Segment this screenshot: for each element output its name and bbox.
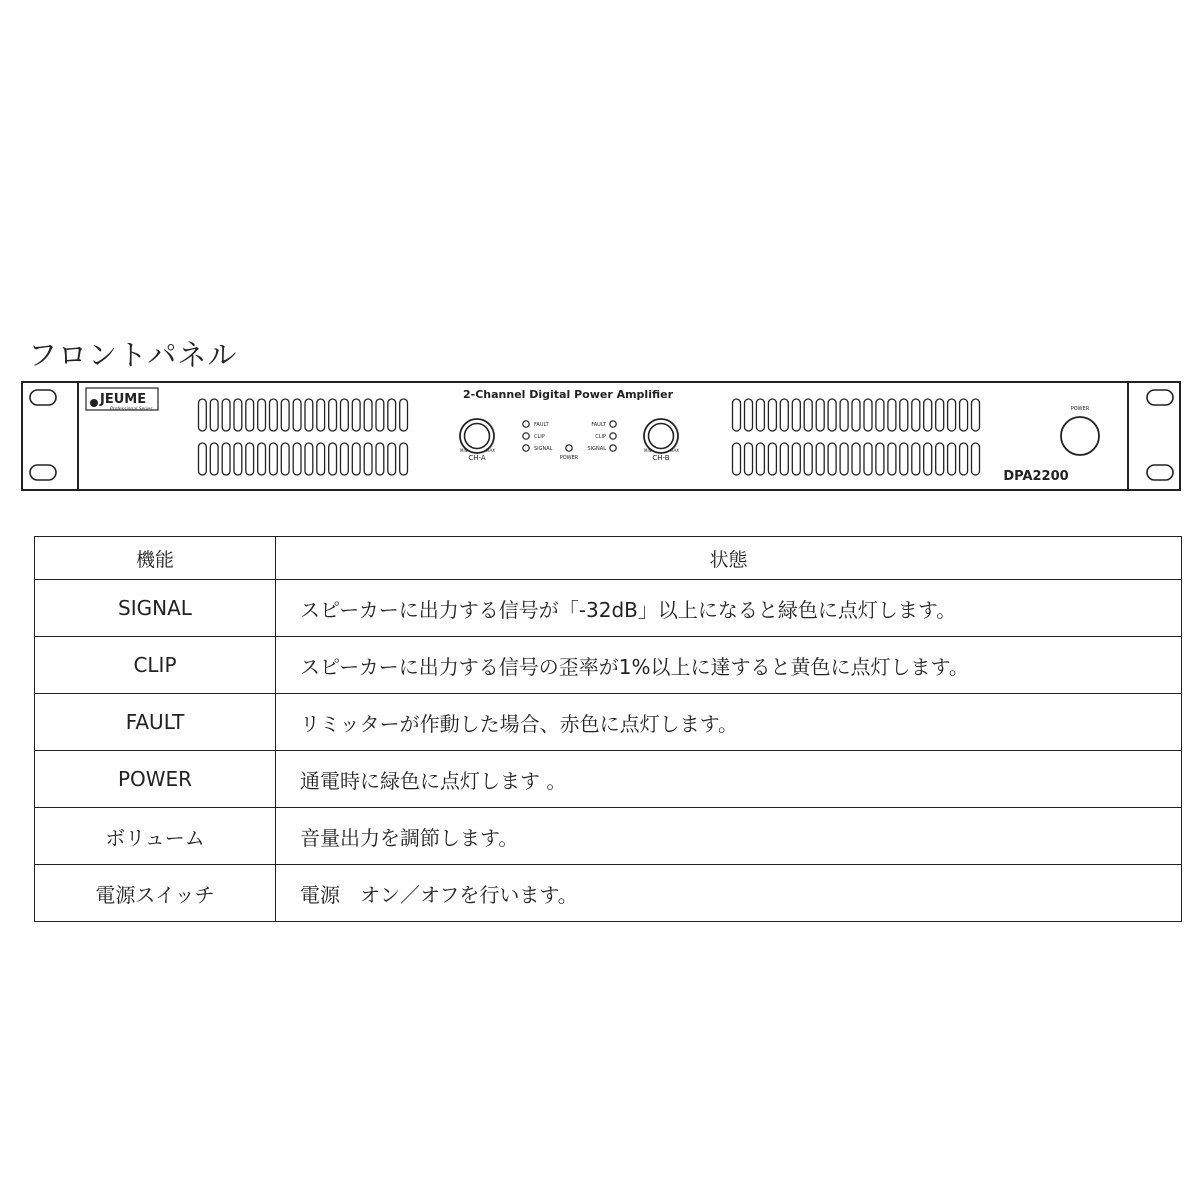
vent-slot [352,399,360,431]
center-power-label: POWER [559,455,579,461]
brand-subtitle: Professional Series [110,407,153,412]
header-function: 機能 [35,537,276,580]
vent-slot [329,443,337,475]
vent-slot [745,443,753,475]
vent-slot [852,443,860,475]
vent-slot [960,399,968,431]
header-state: 状態 [276,537,1182,580]
vent-slot [376,399,384,431]
table-row [35,751,1182,808]
vent-slot [317,443,325,475]
channel-b-clip-label: CLIP [595,434,606,440]
vent-slot [222,443,230,475]
vent-slot [270,443,278,475]
channel-b-indicators [588,421,617,452]
row-function: FAULT [35,694,276,751]
vent-slot [936,399,944,431]
fault-led-icon [610,421,616,427]
product-title: 2-Channel Digital Power Amplifier [462,388,674,401]
vent-slot [840,443,848,475]
vent-slot [388,443,396,475]
vent-slot [972,399,980,431]
clip-led-icon [523,433,529,439]
vent-slot [768,399,776,431]
vent-slot [792,399,800,431]
power-switch-button[interactable] [1061,417,1099,455]
row-state: 電源 オン／オフを行います。 [276,865,1182,922]
vent-slot [352,443,360,475]
vent-slot [234,443,242,475]
vent-slot [258,443,266,475]
vent-slot [888,399,896,431]
vent-slot [246,443,254,475]
vent-slot [804,443,812,475]
row-function: SIGNAL [35,580,276,637]
vent-slot [756,399,764,431]
power-switch-label: POWER [1070,406,1090,412]
vent-slot [388,399,396,431]
vent-slot [864,443,872,475]
vent-slot [364,443,372,475]
vent-slot [258,399,266,431]
vent-slot [293,399,301,431]
row-function: CLIP [35,637,276,694]
row-state: スピーカーに出力する信号が「-32dB」以上になると緑色に点灯します。 [276,580,1182,637]
vent-slot [341,399,349,431]
model-number: DPA2200 [1003,469,1069,484]
vent-slot [305,399,313,431]
channel-a-signal-label: SIGNAL [534,446,553,452]
channel-a-max-label: MAX [486,448,495,453]
vent-slot [246,399,254,431]
table-row [35,580,1182,637]
vent-slot [305,443,313,475]
vent-slot [199,399,207,431]
channel-b-max-label: MAX [670,448,679,453]
row-state: 音量出力を調節します。 [276,808,1182,865]
vent-slot [756,443,764,475]
vent-slot [864,399,872,431]
clip-led-icon [610,433,616,439]
vent-slot [745,399,753,431]
channel-b-signal-label: SIGNAL [587,446,606,452]
channel-b-min-label: MIN [644,448,652,453]
vent-slot [733,399,741,431]
vent-slot [840,399,848,431]
mounting-slot-icon [1147,465,1173,480]
row-state: スピーカーに出力する信号の歪率が1%以上に達すると黄色に点灯します。 [276,637,1182,694]
vent-slot [912,399,920,431]
vent-slot [234,399,242,431]
mounting-slot-icon [30,390,56,405]
table-row [35,637,1182,694]
table-row [35,865,1182,922]
row-state: 通電時に緑色に点灯します 。 [276,751,1182,808]
vent-slot [960,443,968,475]
vent-slot [733,443,741,475]
channel-a-fault-label: FAULT [534,422,549,428]
vent-slot [948,443,956,475]
vent-slot [222,399,230,431]
row-function: 電源スイッチ [35,865,276,922]
vent-slot [924,443,932,475]
vent-grilles [199,399,980,475]
fault-led-icon [523,421,529,427]
vent-slot [876,443,884,475]
channel-a-indicators [523,421,553,452]
channel-a-clip-label: CLIP [534,434,545,440]
vent-slot [912,443,920,475]
vent-slot [317,399,325,431]
vent-slot [816,443,824,475]
vent-slot [364,399,372,431]
row-function: POWER [35,751,276,808]
channel-b-fault-label: FAULT [591,422,606,428]
vent-slot [924,399,932,431]
table-row [35,694,1182,751]
brand-name: JEUME [100,392,147,407]
channel-a-label: CH-A [468,454,486,462]
vent-slot [400,399,408,431]
row-function: ボリューム [35,808,276,865]
mounting-slot-icon [30,465,56,480]
mounting-slot-icon [1147,390,1173,405]
vent-slot [281,399,289,431]
vent-slot [210,399,218,431]
vent-slot [948,399,956,431]
table-header-row [35,537,1182,580]
section-title: フロントパネル [28,338,238,372]
vent-slot [400,443,408,475]
vent-slot [876,399,884,431]
vent-slot [341,443,349,475]
vent-slot [780,399,788,431]
vent-slot [816,399,824,431]
channel-a-min-label: MIN [460,448,468,453]
channel-b-label: CH-B [652,454,670,462]
vent-slot [376,443,384,475]
vent-slot [900,399,908,431]
vent-slot [780,443,788,475]
vent-slot [768,443,776,475]
brand-logo [86,388,158,412]
function-table [34,536,1182,922]
signal-led-icon [523,445,529,451]
vent-slot [270,399,278,431]
vent-slot [828,443,836,475]
vent-slot [199,443,207,475]
vent-slot [329,399,337,431]
vent-slot [792,443,800,475]
amplifier-front-panel [0,370,1200,500]
power-led-icon [566,445,572,451]
vent-slot [852,399,860,431]
vent-slot [293,443,301,475]
vent-slot [828,399,836,431]
row-state: リミッターが作動した場合、赤色に点灯します。 [276,694,1182,751]
vent-slot [281,443,289,475]
vent-slot [900,443,908,475]
vent-slot [972,443,980,475]
vent-slot [804,399,812,431]
vent-slot [936,443,944,475]
signal-led-icon [610,445,616,451]
table-row [35,808,1182,865]
vent-slot [888,443,896,475]
vent-slot [210,443,218,475]
